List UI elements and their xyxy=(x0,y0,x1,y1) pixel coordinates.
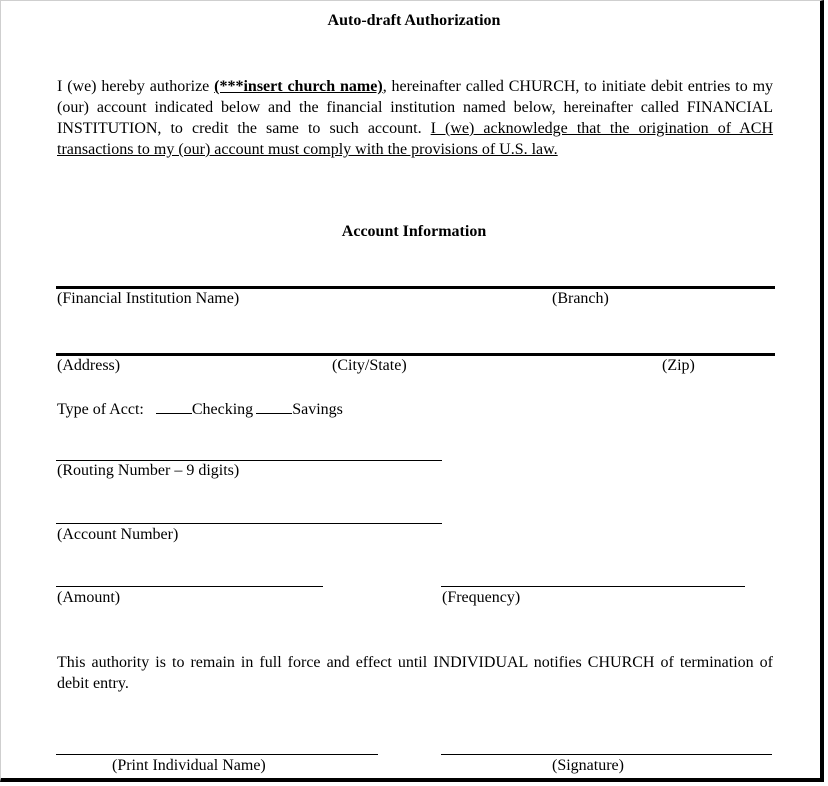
address-line[interactable] xyxy=(56,353,775,356)
routing-number-label: (Routing Number – 9 digits) xyxy=(57,462,240,479)
savings-label: Savings xyxy=(292,401,343,418)
institution-name-line[interactable] xyxy=(56,286,775,289)
branch-label: (Branch) xyxy=(552,290,609,307)
account-information-heading: Account Information xyxy=(341,223,487,240)
frequency-line[interactable] xyxy=(441,586,745,587)
intro-part2: , hereinafter called CHURCH, to initiate debit entries to my (our) account indicated below and the financial institution named below, hereinafter called FINANCIAL INSTITUTION, to credit the same to such account. xyxy=(57,78,774,137)
routing-number-line[interactable] xyxy=(56,460,442,461)
institution-name-label: (Financial Institution Name) xyxy=(57,290,240,307)
account-type-label: Type of Acct: xyxy=(57,401,144,418)
city-state-label: (City/State) xyxy=(332,357,407,374)
account-number-line[interactable] xyxy=(56,523,442,524)
print-name-line[interactable] xyxy=(56,754,378,755)
signature-line[interactable] xyxy=(441,754,772,755)
account-type-row xyxy=(57,399,343,419)
checking-blank[interactable] xyxy=(156,399,192,414)
authority-paragraph: This authority is to remain in full force and effect until INDIVIDUAL notifies CHURCH of termination of debit entry. xyxy=(57,654,773,692)
address-label: (Address) xyxy=(57,357,121,374)
ach-acknowledgment: I (we) acknowledge that the origination of ACH transactions to my (our) account must comply with the provisions of U.S. law. xyxy=(57,120,774,158)
checking-label: Checking xyxy=(191,401,254,418)
document-title: Auto-draft Authorization xyxy=(327,12,501,29)
amount-label: (Amount) xyxy=(57,589,121,606)
signature-label: (Signature) xyxy=(552,757,624,774)
print-name-label: (Print Individual Name) xyxy=(112,757,266,774)
amount-line[interactable] xyxy=(56,586,323,587)
authorization-paragraph xyxy=(57,76,773,160)
intro-part1: I (we) hereby authorize xyxy=(57,78,215,95)
account-number-label: (Account Number) xyxy=(57,526,179,543)
church-name-placeholder[interactable]: (***insert church name) xyxy=(214,78,383,95)
savings-blank[interactable] xyxy=(256,399,292,414)
zip-label: (Zip) xyxy=(662,357,695,374)
frequency-label: (Frequency) xyxy=(442,589,521,606)
